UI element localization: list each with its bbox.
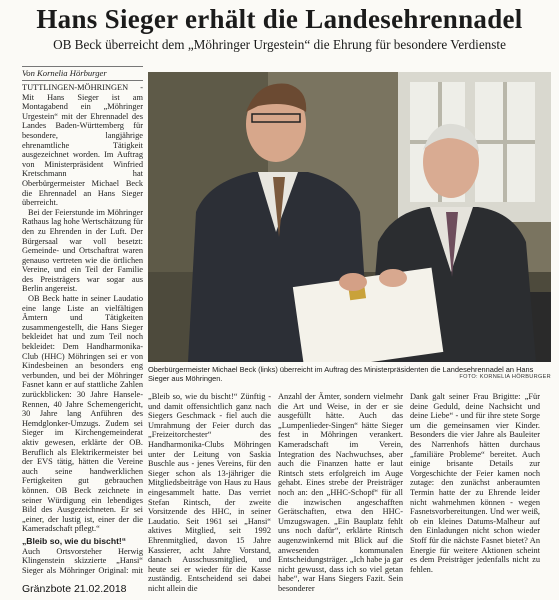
article-paragraph: TUTTLINGEN-MÖHRINGEN - Mit Hans Sieger ist am Montagabend ein „Möhringer Urgestein“ mit der Ehrennadel des Landes Baden-Württemberg für besondere, langjährige ehrenamtliche Tätigkeit ausgezeichnet worden. Im Auftrag von Ministerpräsident Winfried Kretschmann hat Oberbürgermeister Michael Beck die Ehrennadel an Hans Sieger überreicht. <box>22 83 143 208</box>
headline: Hans Sieger erhält die Landesehrennadel <box>36 4 523 34</box>
article-column-1 <box>22 83 143 576</box>
article-column-2 <box>148 392 271 592</box>
article-column-4 <box>410 392 540 592</box>
byline: Von Kornelia Hörburger <box>22 68 107 78</box>
article-paragraph: Bei der Feierstunde im Möhringer Rathaus lag hohe Wertschätzung für den zu Ehrenden in der Luft. Der Bürgersaal war voll besetzt: Gemeinde- und Ortschaftrat waren genauso vertreten wie die örtlichen Vereine, und ein Teil der Familie des Preisträgers war sogar aus Berlin angereist. <box>22 207 143 294</box>
article-paragraph: „Bleib so, wie du bischt!“ Zünftig - und damit offensichtlich ganz nach Siegers Geschmack - fiel auch die Umrahmung der Feier durch das „Freizeitorchester“ des Handharmonika-Clubs Möhringen unter der Leitung von Saskia Buschle aus - jenes Vereins, für den Sieger schon als 13-jähriger die Mitgliedsbeiträge von Haus zu Haus eingesammelt hatte. Das verriet Stefan Rintsch, der zweite Vorsitzende des HHC, in seiner Laudatio. Seit 1961 sei „Hansi“ aktives Mitglied, seit 1992 Ehrenmitglied, davon 15 Jahre Kassierer, acht Jahre Vorstand, danach Ausschussmitglied, und heute sei er wieder für die Kasse zuständig. Entscheidend sei dabei nicht allein die <box>148 392 271 592</box>
article-photo <box>148 72 551 362</box>
article-subheading: „Bleib so, wie du bischt!“ <box>22 535 127 546</box>
article-paragraph: Auch Ortsvorsteher Herwig Klingenstein skizzierte „Hansi“ Sieger als Möhringer Original: mit <box>22 546 143 575</box>
photo-credit: FOTO: KORNELIA HÖRBURGER <box>459 374 551 380</box>
byline-rule-bottom <box>22 80 143 81</box>
article-paragraph: Anzahl der Ämter, sondern vielmehr die Art und Weise, in der er sie ausgefüllt hätte. Auch das „Lumpenlieder-Singen“ hätte Sieger fest in Möhringen verankert. Kameradschaft im Verein, Integration des Nachwuchses, aber auch die Finanzen hatte er laut Rintsch stets erfolgreich im Auge gehabt. Eines strebe der Preisträger noch an: den „HHC-Schopf“ für all die inzwischen angeschafften Gerätschaften, etwa den HHC-Umzugswagen. „Ein Bauplatz fehlt uns noch dafür“, erklärte Rintsch augenzwinkernd mit Blick auf die anwesenden kommunalen Entscheidungsträger. „Ich habe ja gar nicht gewusst, dass ich so viel getan habe“, war Hans Siegers Fazit. Sein besonderer <box>278 392 403 592</box>
article-paragraph: OB Beck hatte in seiner Laudatio eine lange Liste an vielfältigen Ämtern und Tätigkeiten zusammengestellt, die Hans Sieger bekleidet hat und zum Teil noch bekleidet: Dem Handharmonika-Club (HHC) Möhringen sei er von Kindesbeinen an besonders eng verbunden, und bei der Möhringer Fasnet kann er auf stattliche Zahlen zurückblicken: 30 Jahre Hansele-Rennen, 40 Jahre Schemengericht, 30 Jahre lang Anführen des Hemdglonker-Umzugs. Zudem sei Sieger im Kirchengemeinderat aktiv gewesen, erklärte der OB. Beruflich als Elektrikermeister bei der EVS tätig, hätten die Vereine auch seine handwerklichen Fertigkeiten gut gebrauchen können. OB Beck zeichnete in seiner Würdigung ein lebendiges Bild des Ausgezeichneten. Er sei „einer, der lustig ist, einer der die Kameradschaft pflegt.“ <box>22 294 143 534</box>
article-column-3 <box>278 392 403 592</box>
article-paragraph: Dank galt seiner Frau Brigitte: „Für deine Geduld, deine Nachsicht und deine Liebe“ - und für ihre stete Sorge um die gemeinsamen vier Kinder. Besonders die vier Jahre als Bauleiter des Narrenhofs hätten durchaus „familiäre Probleme“ bereitet. Auch einige brisante Details zur Vorgeschichte der Feier kamen noch zutage: den zunächst anberaumten Termin hatte der zu Ehrende leider nicht wahrnehmen können - wegen Fasnetsvorbereitungen. Und wer weiß, ob ein kleines Datums-Malheur auf den Einladungen nicht schon wieder Stoff für die nächste Fasnet bietet? An Energie für weitere Aktionen scheint es dem Preisträger jedenfalls nicht zu fehlen. <box>410 392 540 574</box>
subheadline: OB Beck überreicht dem „Möhringer Urgestein“ die Ehrung für besondere Verdienste <box>53 37 506 52</box>
photo-caption: Oberbürgermeister Michael Beck (links) überreicht im Auftrag des Ministerpräsidenten die Landesehrennadel an Hans Sieger aus Möhringen. <box>148 365 534 383</box>
source-footer: Gränzbote 21.02.2018 <box>22 583 127 595</box>
photo-illustration <box>148 72 551 362</box>
byline-rule-top <box>22 66 143 67</box>
